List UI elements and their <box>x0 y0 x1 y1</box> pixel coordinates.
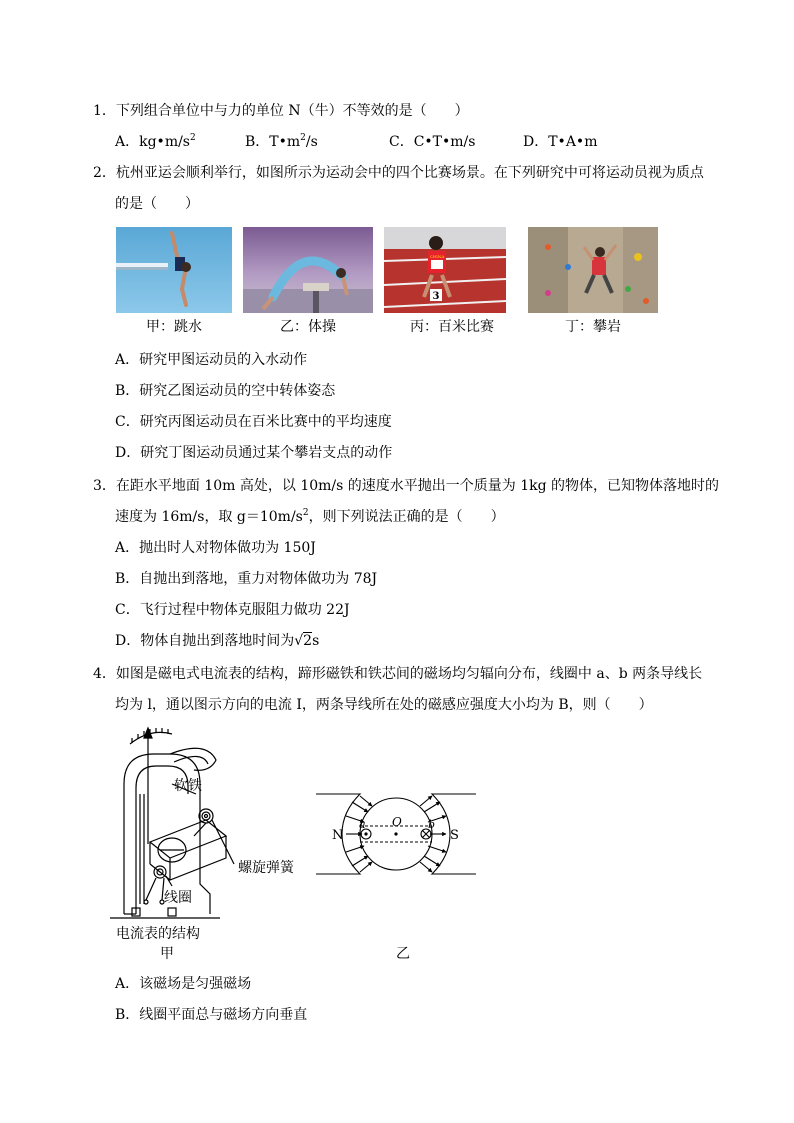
q4-option-b[interactable]: B．线圈平面总与磁场方向垂直 <box>115 1007 308 1023</box>
radial-field-figure <box>312 786 482 966</box>
q3-stem-line2 <box>115 507 505 527</box>
label-b: b <box>428 818 436 831</box>
q2-option-a[interactable]: A．研究甲图运动员的入水动作 <box>115 352 308 368</box>
ammeter-structure-figure <box>110 724 310 964</box>
gymnastics-photo <box>243 227 373 313</box>
q2-option-b[interactable]: B．研究乙图运动员的空中转体姿态 <box>115 383 336 399</box>
label-soft-iron: 软铁 <box>174 778 202 794</box>
q1-option-d[interactable]: D．T•A•m <box>523 134 598 150</box>
climbing-photo <box>528 227 658 313</box>
q3-option-c[interactable]: C．飞行过程中物体克服阻力做功 22J <box>115 602 350 618</box>
q1-option-a-sup: 2 <box>190 133 196 143</box>
q4-stem-line1: 4．如图是磁电式电流表的结构，蹄形磁铁和铁芯间的磁场均匀辐向分布，线圈中 a、b 两条导线长 <box>93 666 703 682</box>
q3-option-d-unit: s <box>312 633 320 649</box>
label-a: a <box>359 818 366 831</box>
q1-stem: 1．下列组合单位中与力的单位 N（牛）不等效的是（ ） <box>93 103 469 119</box>
label-coil: 线圈 <box>164 890 192 906</box>
caption-diving: 甲：跳水 <box>146 319 202 335</box>
q1-option-c[interactable]: C．C•T•m/s <box>389 134 476 150</box>
diving-photo <box>116 227 232 313</box>
caption-ammeter-structure: 电流表的结构 <box>116 926 200 942</box>
figure-tag-jia: 甲 <box>160 946 174 962</box>
q2-option-d[interactable]: D．研究丁图运动员通过某个攀岩支点的动作 <box>115 445 393 461</box>
q3-option-d[interactable] <box>115 631 319 651</box>
label-s-pole: S <box>450 828 459 843</box>
q4-option-a[interactable]: A．该磁场是匀强磁场 <box>115 976 252 992</box>
q3-stem-line2-pre: 速度为 16m/s，取 g＝10m/s <box>115 509 303 525</box>
q1-option-b[interactable] <box>245 132 318 152</box>
q3-option-a[interactable]: A．抛出时人对物体做功为 150J <box>115 540 316 556</box>
q2-option-c[interactable]: C．研究丙图运动员在百米比赛中的平均速度 <box>115 414 392 430</box>
caption-climbing: 丁：攀岩 <box>565 319 621 335</box>
label-n-pole: N <box>332 828 344 843</box>
q2-stem-line1: 2．杭州亚运会顺利举行，如图所示为运动会中的四个比赛场景。在下列研究中可将运动员视为质点 <box>93 165 704 181</box>
current-out-dot <box>364 832 367 835</box>
label-o: O <box>392 815 402 829</box>
q2-stem-line2: 的是（ ） <box>115 196 199 212</box>
figure-tag-yi: 乙 <box>396 946 410 962</box>
q3-stem-line2-post: ，则下列说法正确的是（ ） <box>308 509 505 525</box>
q3-stem-line1: 3．在距水平地面 10m 高处，以 10m/s 的速度水平抛出一个质量为 1kg 的物体，已知物体落地时的 <box>93 478 720 494</box>
q1-option-b-sup: 2 <box>300 133 306 143</box>
caption-gymnastics: 乙：体操 <box>280 319 336 335</box>
jersey-text: CHINA <box>429 254 445 259</box>
label-spiral-spring: 螺旋弹簧 <box>238 860 294 876</box>
q3-option-b[interactable]: B．自抛出到落地，重力对物体做功为 78J <box>115 571 378 587</box>
sprint-photo <box>384 227 506 313</box>
q1-option-a[interactable] <box>115 132 196 152</box>
q3-stem-line2-sup: 2 <box>302 508 309 518</box>
q1-option-b-tail: /s <box>305 134 318 150</box>
caption-sprint: 丙：百米比赛 <box>410 319 494 335</box>
q1-option-a-text: A．kg•m/s <box>115 134 190 150</box>
center-point <box>394 832 397 835</box>
q3-option-d-root: 2 <box>303 633 313 649</box>
sqrt-sign: √ <box>294 633 304 649</box>
q1-option-b-text: B．T•m <box>245 134 301 150</box>
bib-number: 3 <box>432 291 440 302</box>
q4-stem-line2: 均为 l，通以图示方向的电流 I，两条导线所在处的磁感应强度大小均为 B，则（ ） <box>115 697 653 713</box>
q3-option-d-text: D．物体自抛出到落地时间为 <box>115 633 295 649</box>
